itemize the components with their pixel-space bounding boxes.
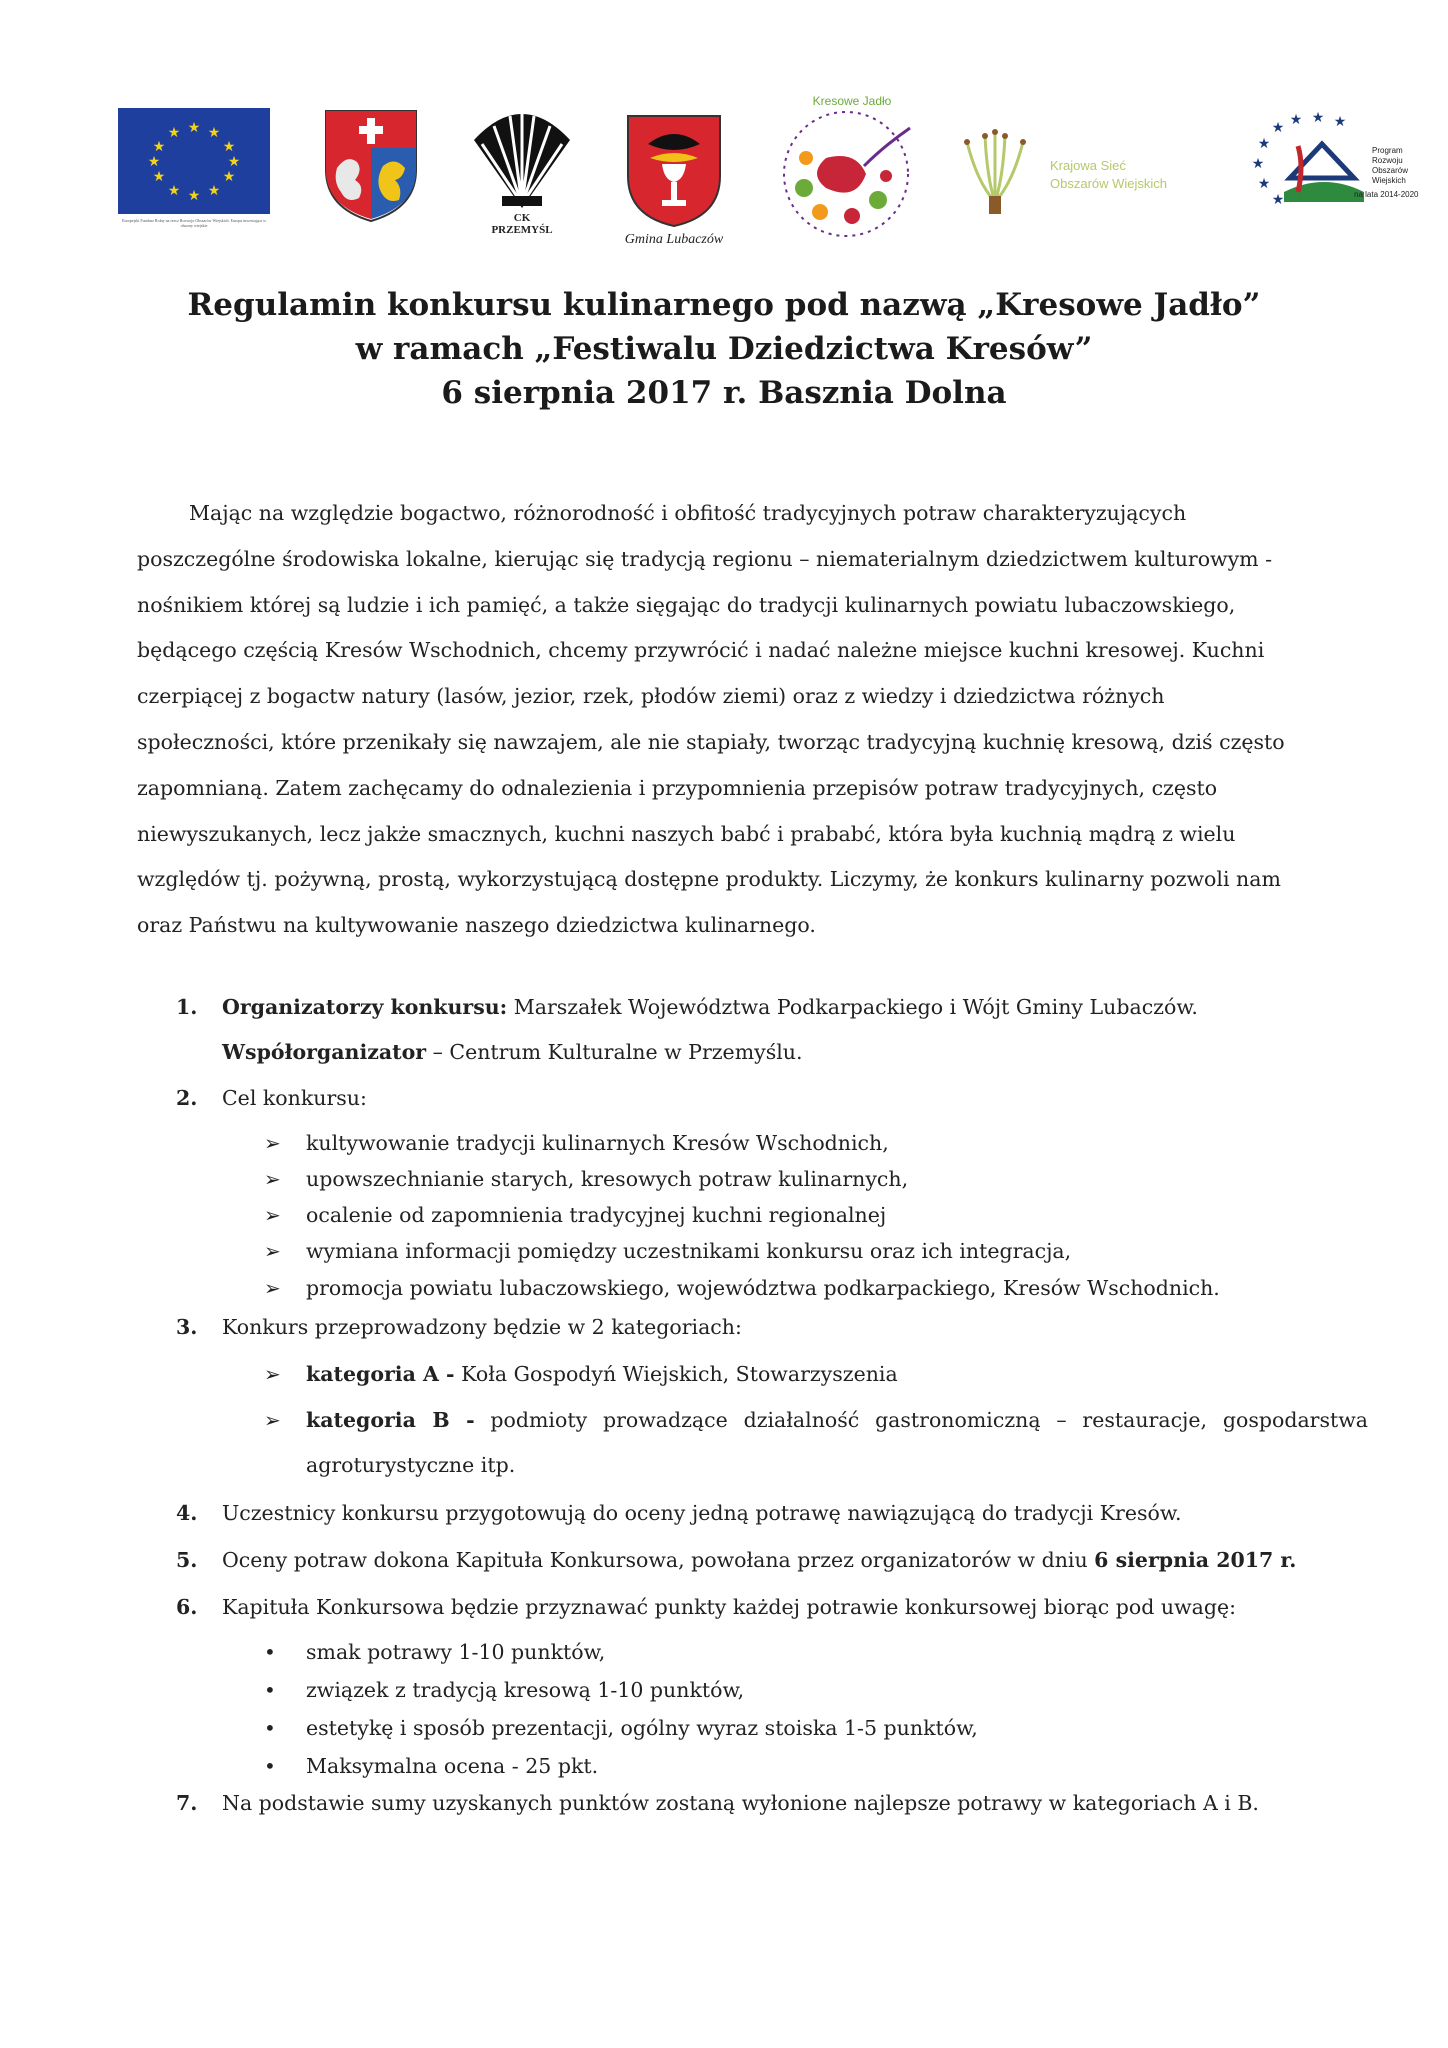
category-b	[0, 1408, 1448, 1448]
kresowe-jadlo-caption: Kresowe Jadło	[812, 94, 892, 108]
category-b-continuation: agroturystyczne itp.	[306, 1453, 516, 1477]
prow-emblem-icon	[1250, 112, 1370, 212]
intro-paragraph	[137, 491, 1369, 949]
rule-5	[0, 1548, 1448, 1588]
gmina-coat-of-arms-icon	[624, 112, 724, 230]
intro-line: zapomnianą. Zatem zachęcamy do odnalezienia i przypomnienia przepisów potraw tradycyjnych, często	[137, 775, 1218, 800]
category-a-text: Koła Gospodyń Wiejskich, Stowarzyszenia	[454, 1362, 898, 1386]
category-a-label: kategoria A -	[306, 1362, 455, 1386]
svg-text:★: ★	[222, 169, 236, 185]
rule-7	[0, 1791, 1448, 1831]
svg-text:★: ★	[1257, 176, 1271, 192]
rule-number: 5.	[176, 1548, 198, 1572]
rule-number: 7.	[176, 1791, 198, 1815]
category-a	[0, 1362, 1448, 1402]
eu-flag-logo	[118, 108, 270, 228]
title-line-1: Regulamin konkursu kulinarnego pod nazwą „Kresowe Jadło”	[187, 287, 1261, 323]
rule-text: Na podstawie sumy uzyskanych punktów zostaną wyłonione najlepsze potrawy w kategoriach A i B.	[222, 1791, 1259, 1815]
prow-caption-3: Obszarów	[1372, 166, 1409, 175]
prow-caption-4: Wiejskich	[1372, 176, 1406, 185]
rule-6	[0, 1595, 1448, 1635]
ksow-caption-line2: Obszarów Wiejskich	[1050, 176, 1168, 191]
arrow-bullet-icon: ➢	[264, 1167, 281, 1191]
podkarpackie-coat-of-arms-icon	[323, 108, 419, 224]
dot-bullet-icon: •	[264, 1754, 276, 1778]
judging-date: 6 sierpnia 2017 r.	[1094, 1548, 1297, 1572]
ck-przemysl-logo	[466, 100, 578, 236]
co-organizer-text: – Centrum Kulturalne w Przemyślu.	[426, 1040, 803, 1064]
svg-text:★: ★	[152, 139, 166, 155]
svg-text:★: ★	[227, 154, 241, 170]
dot-bullet-icon: •	[264, 1716, 276, 1740]
arrow-bullet-icon: ➢	[264, 1203, 281, 1227]
eu-flag-icon	[118, 108, 270, 214]
prow-logo	[1250, 112, 1419, 212]
intro-line: niewyszukanych, lecz jakże smacznych, kuchni naszych babć i prababć, która była kuchnią mądrą z wielu	[137, 821, 1236, 846]
svg-text:★: ★	[147, 154, 161, 170]
svg-text:★: ★	[1289, 112, 1303, 128]
organizers-label: Organizatorzy konkursu:	[222, 995, 508, 1019]
rule-2	[0, 1086, 1448, 1126]
intro-line: społeczności, które przenikały się nawzajem, ale nie stapiały, tworząc tradycyjną kuchnię kresową, dziś często	[137, 729, 1285, 754]
goal-item	[0, 1239, 1448, 1275]
category-b-continued	[0, 1453, 1448, 1493]
svg-text:★: ★	[1271, 192, 1285, 208]
rule-5-text: Oceny potraw dokona Kapituła Konkursowa, powołana przez organizatorów w dniu	[222, 1548, 1095, 1572]
criterion-item	[0, 1716, 1448, 1752]
svg-text:★: ★	[207, 125, 221, 141]
svg-text:★: ★	[167, 125, 181, 141]
category-text	[306, 1362, 898, 1386]
rule-text: Cel konkursu:	[222, 1086, 367, 1110]
goal-text: wymiana informacji pomiędzy uczestnikami konkursu oraz ich integracja,	[306, 1239, 1072, 1263]
rule-text: Kapituła Konkursowa będzie przyznawać punkty każdej potrawie konkursowej biorąc pod uwagę:	[222, 1595, 1237, 1619]
arrow-bullet-icon: ➢	[264, 1276, 281, 1300]
criterion-text: estetykę i sposób prezentacji, ogólny wyraz stoiska 1-5 punktów,	[306, 1716, 978, 1740]
rule-number: 1.	[176, 995, 198, 1019]
rule-text: Uczestnicy konkursu przygotowują do oceny jedną potrawę nawiązującą do tradycji Kresów.	[222, 1501, 1182, 1525]
document-title	[0, 283, 1448, 415]
svg-text:★: ★	[207, 183, 221, 199]
criterion-text: smak potrawy 1-10 punktów,	[306, 1640, 606, 1664]
title-line-2: w ramach „Festiwalu Dziedzictwa Kresów”	[355, 331, 1093, 367]
rule-1	[0, 995, 1448, 1035]
prow-caption-1: Program	[1372, 146, 1403, 155]
rule-number: 6.	[176, 1595, 198, 1619]
rule-text: Konkurs przeprowadzony będzie w 2 kategoriach:	[222, 1315, 742, 1339]
goal-item	[0, 1276, 1448, 1312]
rule-text	[222, 1548, 1296, 1572]
rule-number: 4.	[176, 1501, 198, 1525]
goal-text: kultywowanie tradycji kulinarnych Kresów Wschodnich,	[306, 1131, 889, 1155]
wheat-flower-icon	[958, 124, 1032, 216]
goal-text: promocja powiatu lubaczowskiego, województwa podkarpackiego, Kresów Wschodnich.	[306, 1276, 1220, 1300]
svg-text:★: ★	[187, 188, 201, 204]
criterion-text: związek z tradycją kresową 1-10 punktów,	[306, 1678, 745, 1702]
svg-text:★: ★	[187, 120, 201, 136]
organizers-text: Marszałek Województwa Podkarpackiego i Wójt Gminy Lubaczów.	[507, 995, 1198, 1019]
ck-caption-line1: CK	[513, 212, 531, 224]
category-b-label: kategoria B -	[306, 1408, 475, 1432]
gmina-lubaczow-logo	[624, 112, 724, 247]
podkarpackie-logo	[323, 108, 419, 224]
svg-text:★: ★	[152, 169, 166, 185]
intro-line: oraz Państwu na kultywowanie naszego dziedzictwa kulinarnego.	[137, 913, 816, 938]
goal-item	[0, 1203, 1448, 1239]
arrow-bullet-icon: ➢	[264, 1239, 281, 1263]
ksow-caption-line1: Krajowa Sieć	[1050, 158, 1126, 173]
prow-caption-2: Rozwoju	[1372, 156, 1403, 165]
rule-4	[0, 1501, 1448, 1541]
svg-text:★: ★	[1311, 112, 1325, 126]
goal-item	[0, 1167, 1448, 1203]
rule-text	[222, 995, 1198, 1019]
dot-bullet-icon: •	[264, 1678, 276, 1702]
dot-bullet-icon: •	[264, 1640, 276, 1664]
rule-text	[222, 1040, 803, 1064]
intro-line: Mając na względzie bogactwo, różnorodność i obfitość tradycyjnych potraw charakteryzujących	[189, 501, 1187, 525]
arrow-bullet-icon: ➢	[264, 1408, 281, 1432]
rule-3	[0, 1315, 1448, 1355]
category-text	[306, 1408, 1368, 1432]
kresowe-jadlo-emblem-icon	[766, 92, 926, 252]
prow-caption-5: na lata 2014-2020	[1354, 190, 1419, 199]
scallop-shell-icon	[466, 100, 578, 212]
intro-line: będącego częścią Kresów Wschodnich, chcemy przywrócić i nadać należne miejsce kuchni kresowej. Kuchni	[137, 638, 1265, 663]
criterion-item	[0, 1754, 1448, 1790]
co-organizer-label: Współorganizator	[222, 1040, 427, 1064]
criterion-item	[0, 1640, 1448, 1676]
intro-line: nośnikiem której są ludzie i ich pamięć, a także sięgając do tradycji kulinarnych powiatu lubaczowskiego,	[137, 592, 1236, 617]
svg-text:★: ★	[1251, 156, 1265, 172]
arrow-bullet-icon: ➢	[264, 1362, 281, 1386]
svg-text:★: ★	[167, 183, 181, 199]
intro-line: poszczególne środowiska lokalne, kierując się tradycją regionu – niematerialnym dziedzictwem kulturowym -	[137, 546, 1273, 571]
goal-text: upowszechnianie starych, kresowych potraw kulinarnych,	[306, 1167, 909, 1191]
criterion-text: Maksymalna ocena - 25 pkt.	[306, 1754, 599, 1778]
rule-number: 2.	[176, 1086, 198, 1110]
goal-item	[0, 1131, 1448, 1167]
intro-line: czerpiącej z bogactw natury (lasów, jezior, rzek, płodów ziemi) oraz z wiedzy i dziedzictwa różnych	[137, 684, 1165, 709]
arrow-bullet-icon: ➢	[264, 1131, 281, 1155]
kresowe-jadlo-logo	[766, 92, 926, 252]
ck-caption-line2: PRZEMYŚL	[491, 224, 553, 236]
rule-number: 3.	[176, 1315, 198, 1339]
logo-strip	[0, 0, 1448, 270]
title-line-3: 6 sierpnia 2017 r. Basznia Dolna	[441, 375, 1007, 411]
category-b-text: podmioty prowadzące działalność gastronomiczną – restauracje, gospodarstwa	[474, 1408, 1368, 1432]
rule-1-co	[0, 1040, 1448, 1080]
svg-text:★: ★	[1257, 136, 1271, 152]
svg-text:★: ★	[1333, 114, 1347, 130]
criterion-item	[0, 1678, 1448, 1714]
goal-text: ocalenie od zapomnienia tradycyjnej kuchni regionalnej	[306, 1203, 887, 1227]
ksow-logo	[958, 124, 1168, 216]
eu-caption: Europejski Fundusz Rolny na rzecz Rozwoju Obszarów Wiejskich: Europa inwestująca w obszary wiejskie	[122, 218, 266, 228]
gmina-caption: Gmina Lubaczów	[624, 232, 724, 247]
svg-text:★: ★	[1271, 120, 1285, 136]
intro-line: względów tj. pożywną, prostą, wykorzystującą dostępne produkty. Liczymy, że konkurs kulinarny pozwoli nam	[137, 867, 1281, 892]
svg-text:★: ★	[222, 139, 236, 155]
